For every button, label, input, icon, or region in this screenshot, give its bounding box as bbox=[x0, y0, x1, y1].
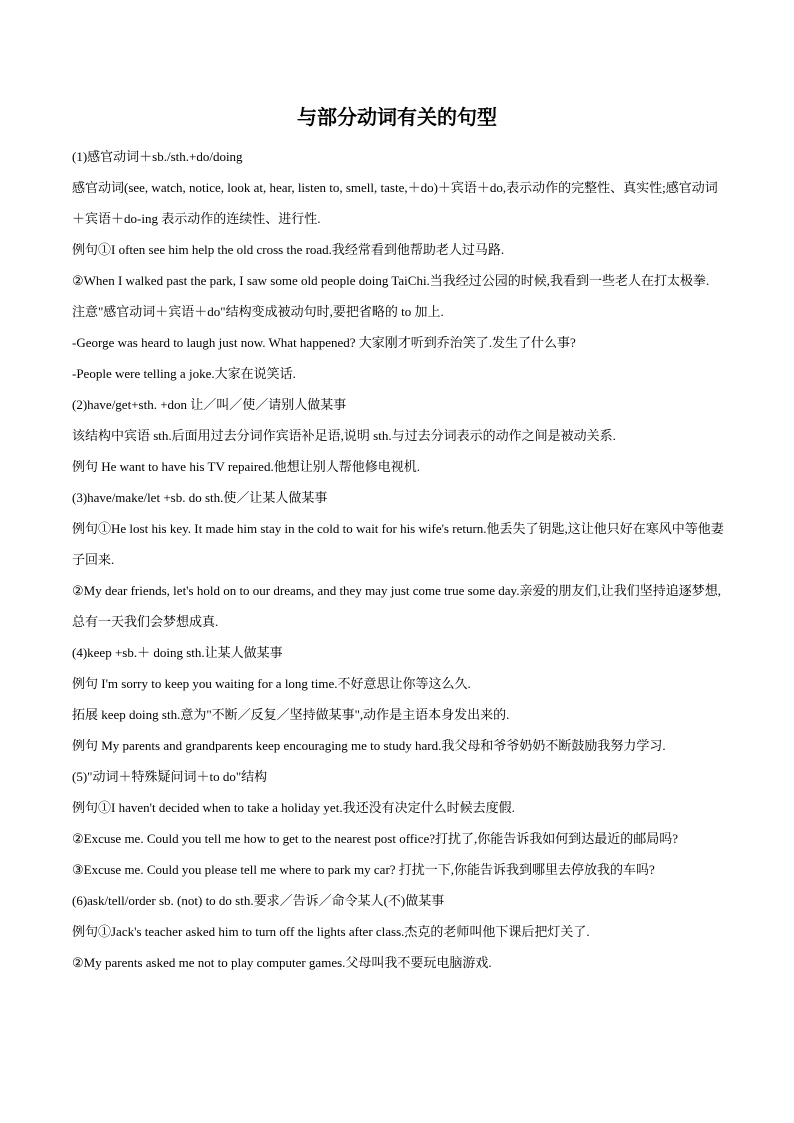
paragraph: 例句①He lost his key. It made him stay in the cold to wait for his wife's return.他丢失了钥匙,这让他只好在寒风中等他妻子回来. bbox=[72, 521, 724, 567]
paragraph: ②My dear friends, let's hold on to our dreams, and they may just come true some day.亲爱的朋友们,让我们坚持追逐梦想,总有一天我们会梦想成真. bbox=[72, 583, 721, 629]
paragraph: 拓展 keep doing sth.意为"不断／反复／坚持做某事",动作是主语本身发出来的. bbox=[72, 707, 510, 722]
paragraph: 例句 He want to have his TV repaired.他想让别人帮他修电视机. bbox=[72, 459, 420, 474]
document-title: 与部分动词有关的句型 bbox=[297, 105, 497, 129]
paragraph: 注意"感官动词＋宾语＋do"结构变成被动句时,要把省略的 to 加上. bbox=[72, 304, 444, 319]
paragraph: (5)"动词＋特殊疑问词＋to do"结构 bbox=[72, 769, 268, 784]
paragraph: 例句 I'm sorry to keep you waiting for a long time.不好意思让你等这么久. bbox=[72, 676, 471, 691]
paragraph: (3)have/make/let +sb. do sth.使／让某人做某事 bbox=[72, 490, 328, 505]
paragraph: ②When I walked past the park, I saw some old people doing TaiChi.当我经过公园的时候,我看到一些老人在打太极拳. bbox=[72, 273, 710, 288]
paragraph: -People were telling a joke.大家在说笑话. bbox=[72, 366, 296, 381]
document-body bbox=[72, 141, 724, 978]
paragraph: 该结构中宾语 sth.后面用过去分词作宾语补足语,说明 sth.与过去分词表示的动作之间是被动关系. bbox=[72, 428, 616, 443]
paragraph: 例句①I often see him help the old cross the road.我经常看到他帮助老人过马路. bbox=[72, 242, 505, 257]
paragraph: 感官动词(see, watch, notice, look at, hear, listen to, smell, taste,＋do)＋宾语＋do,表示动作的完整性、真实性;感官动词＋宾语＋do-ing 表示动作的连续性、进行性. bbox=[72, 180, 718, 226]
paragraph: (4)keep +sb.＋ doing sth.让某人做某事 bbox=[72, 645, 283, 660]
paragraph: (1)感官动词＋sb./sth.+do/doing bbox=[72, 149, 243, 164]
paragraph: 例句①Jack's teacher asked him to turn off the lights after class.杰克的老师叫他下课后把灯关了. bbox=[72, 924, 590, 939]
paragraph: (6)ask/tell/order sb. (not) to do sth.要求／告诉／命令某人(不)做某事 bbox=[72, 893, 445, 908]
paragraph: ③Excuse me. Could you please tell me where to park my car? 打扰一下,你能告诉我到哪里去停放我的车吗? bbox=[72, 862, 655, 877]
paragraph: (2)have/get+sth. +don 让／叫／使／请别人做某事 bbox=[72, 397, 347, 412]
paragraph: ②Excuse me. Could you tell me how to get to the nearest post office?打扰了,你能告诉我如何到达最近的邮局吗? bbox=[72, 831, 679, 846]
paragraph: 例句 My parents and grandparents keep encouraging me to study hard.我父母和爷爷奶奶不断鼓励我努力学习. bbox=[72, 738, 666, 753]
paragraph: ②My parents asked me not to play computer games.父母叫我不要玩电脑游戏. bbox=[72, 955, 492, 970]
paragraph: -George was heard to laugh just now. What happened? 大家刚才听到乔治笑了.发生了什么事? bbox=[72, 335, 576, 350]
paragraph: 例句①I haven't decided when to take a holiday yet.我还没有决定什么时候去度假. bbox=[72, 800, 515, 815]
